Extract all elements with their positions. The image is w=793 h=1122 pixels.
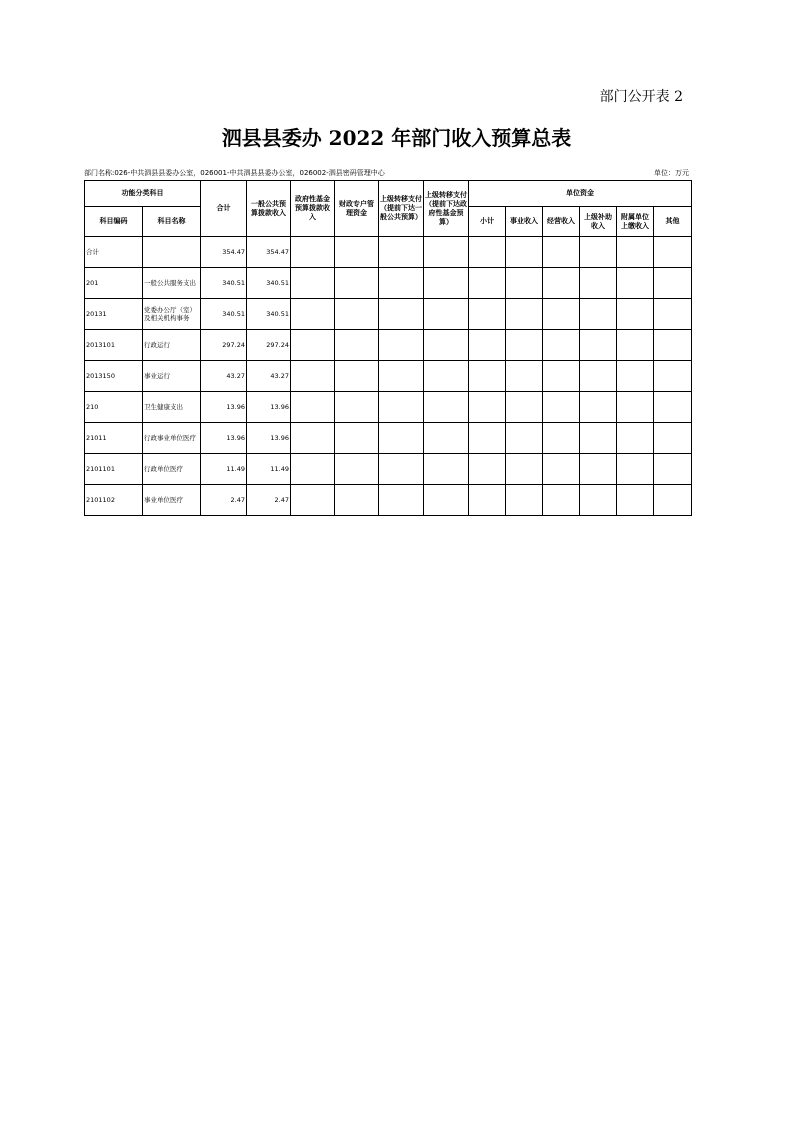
header-code: 科目编码 bbox=[85, 207, 143, 237]
row-total: 13.96 bbox=[201, 392, 247, 423]
row-code: 201 bbox=[85, 268, 143, 299]
row-name: 党委办公厅（室）及相关机构事务 bbox=[143, 299, 201, 330]
row-total: 11.49 bbox=[201, 454, 247, 485]
header-func-class: 功能分类科目 bbox=[85, 181, 201, 207]
header-operating-income: 经营收入 bbox=[543, 207, 580, 237]
row-code: 2101102 bbox=[85, 485, 143, 516]
header-business-income: 事业收入 bbox=[506, 207, 543, 237]
department-label: 部门名称:026-中共泗县县委办公室，026001-中共泗县县委办公室，026002-泗县密码管理中心 bbox=[84, 169, 385, 177]
row-general: 11.49 bbox=[247, 454, 291, 485]
row-code: 20131 bbox=[85, 299, 143, 330]
table-row bbox=[85, 237, 692, 268]
row-total: 340.51 bbox=[201, 268, 247, 299]
header-subsidy-income: 上级补助收入 bbox=[580, 207, 617, 237]
table-row bbox=[85, 423, 692, 454]
row-name: 事业运行 bbox=[143, 361, 201, 392]
row-code: 210 bbox=[85, 392, 143, 423]
table-row bbox=[85, 299, 692, 330]
row-general: 13.96 bbox=[247, 423, 291, 454]
header-general-budget: 一般公共预算拨款收入 bbox=[247, 181, 291, 237]
header-name: 科目名称 bbox=[143, 207, 201, 237]
row-name: 行政事业单位医疗 bbox=[143, 423, 201, 454]
table-row bbox=[85, 361, 692, 392]
row-name: 卫生健康支出 bbox=[143, 392, 201, 423]
row-code: 2101101 bbox=[85, 454, 143, 485]
row-code: 合计 bbox=[85, 237, 143, 268]
row-general: 354.47 bbox=[247, 237, 291, 268]
header-subtotal: 小计 bbox=[469, 207, 506, 237]
header-unit-funds: 单位资金 bbox=[469, 181, 692, 207]
row-total: 340.51 bbox=[201, 299, 247, 330]
row-total: 2.47 bbox=[201, 485, 247, 516]
table-row bbox=[85, 268, 692, 299]
row-total: 43.27 bbox=[201, 361, 247, 392]
row-name bbox=[143, 237, 201, 268]
page-title: 泗县县委办 2022 年部门收入预算总表 bbox=[221, 126, 572, 150]
row-name: 行政单位医疗 bbox=[143, 454, 201, 485]
table-row bbox=[85, 454, 692, 485]
row-total: 297.24 bbox=[201, 330, 247, 361]
header-affiliated-income: 附属单位上缴收入 bbox=[617, 207, 654, 237]
row-general: 297.24 bbox=[247, 330, 291, 361]
table-row bbox=[85, 485, 692, 516]
row-total: 354.47 bbox=[201, 237, 247, 268]
table-row bbox=[85, 392, 692, 423]
header-transfer-general: 上级转移支付（提前下达一般公共预算） bbox=[379, 181, 424, 237]
row-general: 2.47 bbox=[247, 485, 291, 516]
row-general: 13.96 bbox=[247, 392, 291, 423]
header-total: 合计 bbox=[201, 181, 247, 237]
row-code: 2013101 bbox=[85, 330, 143, 361]
row-general: 340.51 bbox=[247, 268, 291, 299]
row-name: 一般公共服务支出 bbox=[143, 268, 201, 299]
row-name: 事业单位医疗 bbox=[143, 485, 201, 516]
header-special-mgmt: 财政专户管理资金 bbox=[335, 181, 379, 237]
row-general: 43.27 bbox=[247, 361, 291, 392]
header-other: 其他 bbox=[654, 207, 692, 237]
row-code: 2013150 bbox=[85, 361, 143, 392]
header-gov-fund: 政府性基金预算拨款收入 bbox=[291, 181, 335, 237]
table-row bbox=[85, 330, 692, 361]
row-total: 13.96 bbox=[201, 423, 247, 454]
header-transfer-fund: 上级转移支付（提前下达政府性基金预算） bbox=[424, 181, 469, 237]
row-code: 21011 bbox=[85, 423, 143, 454]
table-meta bbox=[84, 168, 691, 180]
budget-table bbox=[84, 180, 692, 516]
form-number: 部门公开表 2 bbox=[599, 89, 683, 105]
unit-label: 单位：万元 bbox=[654, 169, 689, 177]
row-general: 340.51 bbox=[247, 299, 291, 330]
row-name: 行政运行 bbox=[143, 330, 201, 361]
